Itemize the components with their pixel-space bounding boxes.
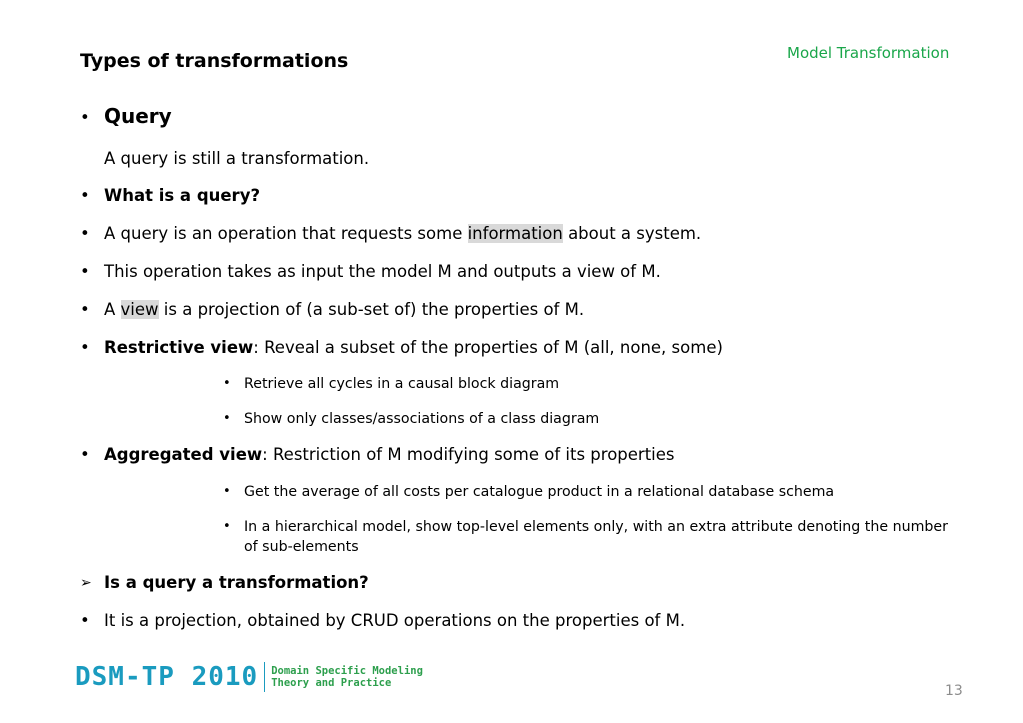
what-is-query-text: What is a query? xyxy=(104,186,261,205)
bullet-icon: • xyxy=(80,262,90,281)
restrictive-text: Restrictive view: Reveal a subset of the properties of M (all, none, some) xyxy=(104,338,723,357)
query-note: A query is still a transformation. xyxy=(104,149,370,168)
bullet-icon: • xyxy=(80,338,90,357)
bullet-icon: • xyxy=(80,224,90,243)
list-item: Retrieve all cycles in a causal block diagram xyxy=(244,376,560,392)
bullet-icon: • xyxy=(223,411,231,426)
arrow-bullet-icon: ➢ xyxy=(80,575,92,591)
bullet-icon: • xyxy=(223,376,231,391)
bullet-icon: • xyxy=(223,519,231,534)
list-item: Get the average of all costs per catalogue product in a relational database schema xyxy=(244,484,835,500)
logo-divider xyxy=(264,662,265,692)
projection-text: It is a projection, obtained by CRUD operations on the properties of M. xyxy=(104,611,686,630)
list-item: Show only classes/associations of a class diagram xyxy=(244,411,600,427)
bullet-icon: • xyxy=(80,300,90,319)
bullet-icon: • xyxy=(80,108,90,127)
logo-subtitle: Domain Specific Modeling Theory and Practice xyxy=(271,665,423,689)
view-text: A view is a projection of (a sub-set of) the properties of M. xyxy=(104,300,585,319)
aggregated-text: Aggregated view: Restriction of M modifying some of its properties xyxy=(104,445,675,464)
page-number: 13 xyxy=(945,683,963,699)
logo-main-text: DSM-TP 2010 xyxy=(75,662,259,692)
list-item: In a hierarchical model, show top-level elements only, with an extra attribute denoting the number of sub-elements xyxy=(244,519,948,555)
bullet-icon: • xyxy=(223,484,231,499)
bullet-icon: • xyxy=(80,611,90,630)
query-heading: Query xyxy=(104,104,172,128)
dsm-tp-logo xyxy=(75,660,423,694)
information-highlight: information xyxy=(467,224,563,243)
slide-title: Types of transformations xyxy=(80,50,349,72)
operation-text: This operation takes as input the model M and outputs a view of M. xyxy=(104,262,661,281)
bullet-icon: • xyxy=(80,186,90,205)
is-transformation-text: Is a query a transformation? xyxy=(104,573,369,592)
bullet-icon: • xyxy=(80,445,90,464)
section-label: Model Transformation xyxy=(787,44,950,62)
definition-text: A query is an operation that requests some information about a system. xyxy=(104,224,702,243)
view-highlight: view xyxy=(120,300,159,319)
